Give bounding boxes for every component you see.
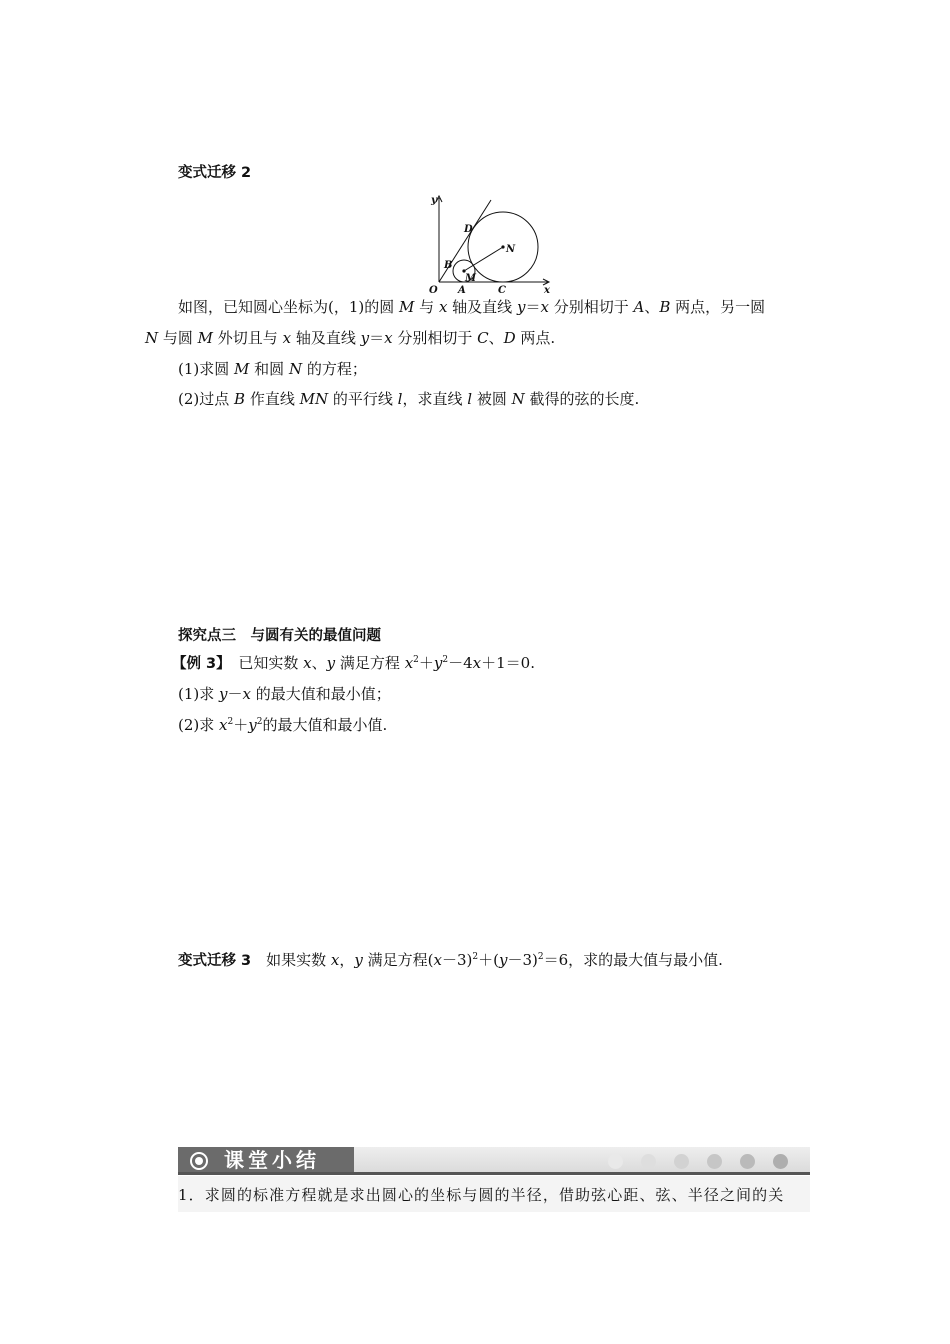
variant3-heading: 变式迁移 3	[178, 953, 252, 969]
example3-statement: 【例 3】 已知实数 x、y 满足方程 $x^2+y^2-4x+1=0$.	[172, 654, 535, 672]
label-x: x	[544, 285, 550, 296]
label-n: N	[506, 244, 516, 255]
summary-banner-label-bg	[178, 1147, 354, 1173]
decor-dot-icon	[608, 1154, 623, 1169]
example3-tag: 【例 3】	[172, 656, 224, 672]
decor-dot-icon	[740, 1154, 755, 1169]
example3-question2: (2)求 $x^2+y^2$的最大值和最小值.	[178, 716, 388, 734]
label-m: M	[465, 273, 477, 284]
summary-banner-title: 课堂小结	[224, 1148, 320, 1172]
label-y: y	[431, 195, 437, 206]
decor-dot-icon	[707, 1154, 722, 1169]
label-c: C	[498, 285, 506, 296]
summary-item-1: 1．求圆的标准方程就是求出圆心的坐标与圆的半径，借助弦心距、弦、半径之间的关	[178, 1186, 785, 1204]
label-a: A	[458, 285, 466, 296]
decor-dot-icon	[674, 1154, 689, 1169]
example3-question1: (1)求 y－x 的最大值和最小值；	[178, 685, 391, 703]
summary-banner	[178, 1147, 810, 1175]
geometry-figure	[425, 190, 560, 296]
variant3-statement: 变式迁移 3 如果实数 x，y 满足方程$(x-3)^2+(y-3)^2=6$，求的最大值与最小值.	[178, 951, 723, 969]
variant2-question1: (1)求圆 M 和圆 N 的方程；	[178, 360, 367, 378]
decor-dot-icon	[773, 1154, 788, 1169]
target-icon	[190, 1152, 208, 1170]
label-b: B	[444, 260, 453, 271]
point3-heading: 探究点三 与圆有关的最值问题	[178, 628, 381, 644]
variant2-line1: 如图，已知圆心坐标为(，1)的圆 M 与 x 轴及直线 y＝x 分别相切于 A、B 两点，另一圆	[178, 298, 766, 316]
point-n	[501, 245, 504, 248]
variant2-question2: (2)过点 B 作直线 MN 的平行线 l，求直线 l 被圆 N 截得的弦的长度.	[178, 390, 640, 408]
summary-banner-rule	[178, 1172, 810, 1175]
variant2-heading: 变式迁移 2	[178, 165, 252, 181]
label-d: D	[464, 224, 473, 235]
decor-dot-icon	[641, 1154, 656, 1169]
label-o: O	[429, 285, 438, 296]
variant2-line2: N 与圆 M 外切且与 x 轴及直线 y＝x 分别相切于 C、D 两点.	[145, 329, 556, 347]
